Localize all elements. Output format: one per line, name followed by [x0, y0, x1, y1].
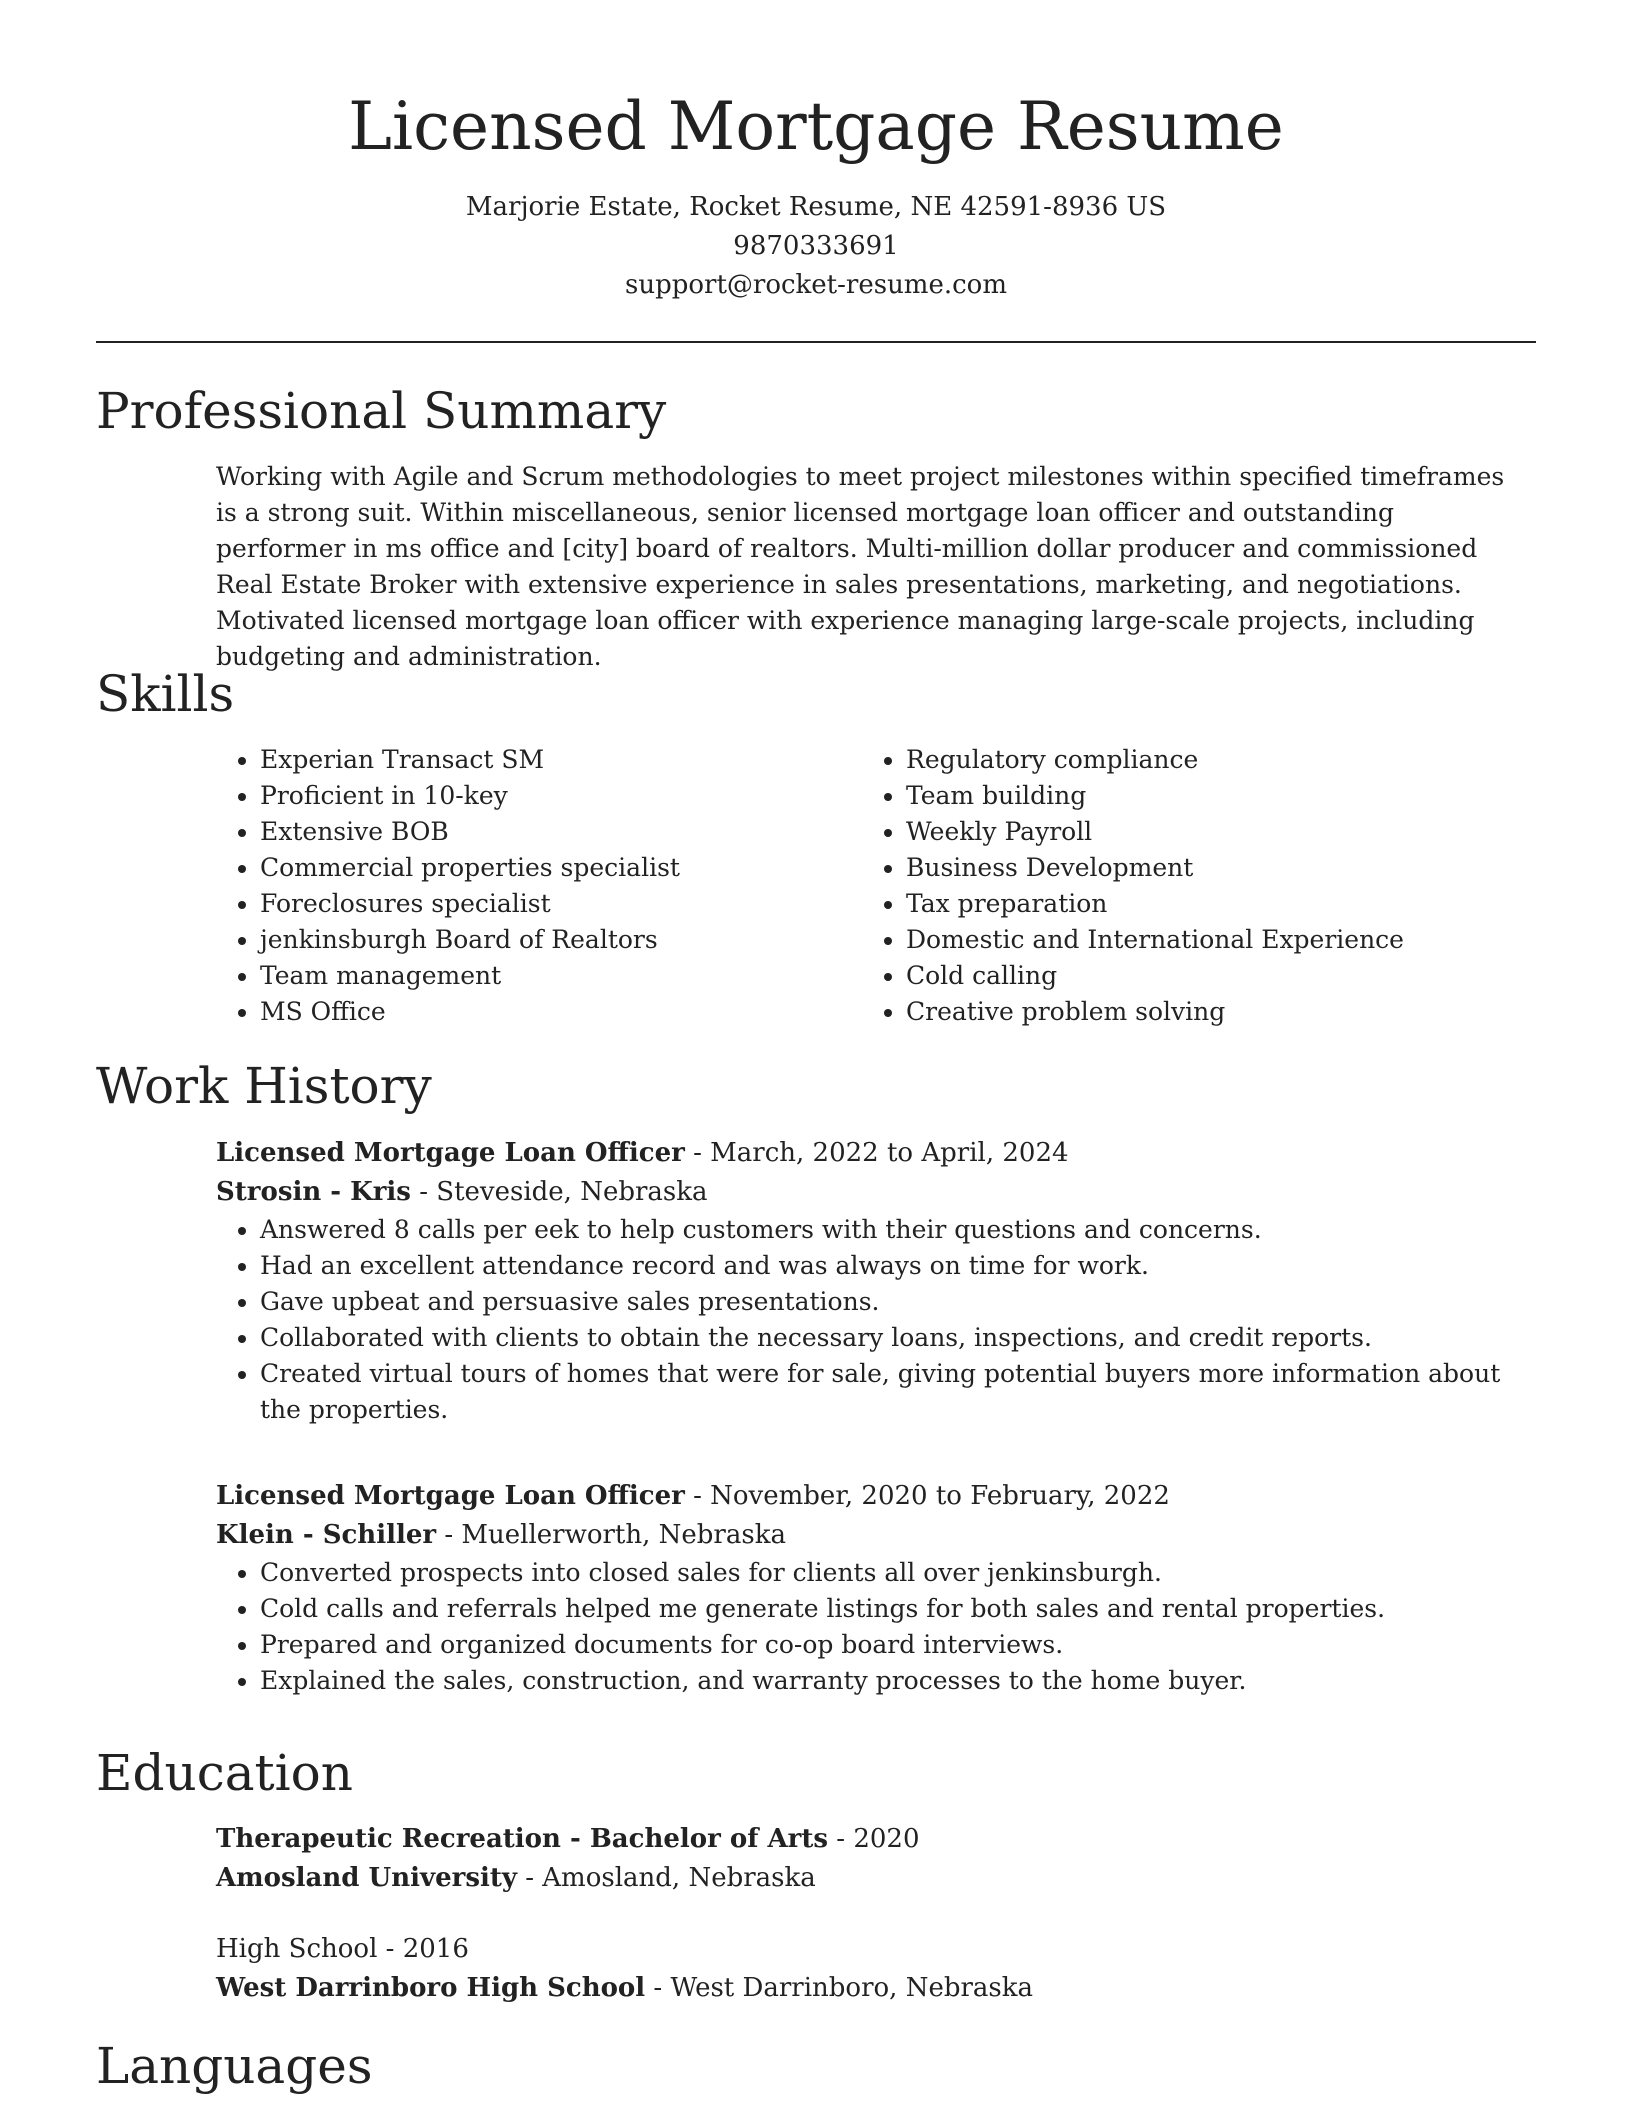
- section-title-education: Education: [96, 1744, 353, 1802]
- job-employer-line: [216, 1173, 1516, 1212]
- education-heading: [216, 1820, 1516, 1859]
- skill-item: • Team management: [260, 958, 836, 994]
- skill-item: • Foreclosures specialist: [260, 886, 836, 922]
- job-duty: • Prepared and organized documents for co-op board interviews.: [260, 1627, 1516, 1663]
- section-title-skills: Skills: [96, 665, 235, 723]
- job-position: Licensed Mortgage Loan Officer: [216, 1481, 685, 1511]
- skill-item: • Business Development: [906, 850, 1482, 886]
- job-duty: • Had an excellent attendance record and was always on time for work.: [260, 1248, 1516, 1284]
- skill-item: • Extensive BOB: [260, 814, 836, 850]
- education-school-line: [216, 1969, 1516, 2008]
- header-divider: [96, 341, 1536, 343]
- education-school-line: [216, 1859, 1516, 1898]
- job-entry: [216, 1477, 1516, 1699]
- section-title-summary: Professional Summary: [96, 382, 667, 440]
- education-school: West Darrinboro High School: [216, 1973, 646, 2003]
- contact-phone: 9870333691: [733, 231, 899, 261]
- skills-column-right: [862, 742, 1482, 1030]
- education-school: Amosland University: [216, 1863, 517, 1893]
- job-location: - Muellerworth, Nebraska: [436, 1520, 786, 1550]
- skill-item: • Weekly Payroll: [906, 814, 1482, 850]
- skill-item: • Domestic and International Experience: [906, 922, 1482, 958]
- skill-item: • MS Office: [260, 994, 836, 1030]
- skills-column-left: [216, 742, 836, 1030]
- section-title-languages: Languages: [96, 2037, 373, 2095]
- job-heading: [216, 1134, 1516, 1173]
- skill-item: • Proficient in 10-key: [260, 778, 836, 814]
- contact-email: support@rocket-resume.com: [624, 270, 1007, 300]
- education-entry: [216, 1820, 1516, 1898]
- skill-item: • Team building: [906, 778, 1482, 814]
- skill-item: • Experian Transact SM: [260, 742, 836, 778]
- job-duties-list: [216, 1212, 1516, 1428]
- job-duty: • Converted prospects into closed sales for clients all over jenkinsburgh.: [260, 1555, 1516, 1591]
- skills-list-right: [862, 742, 1482, 1030]
- skill-item: • Creative problem solving: [906, 994, 1482, 1030]
- education-location: - Amosland, Nebraska: [516, 1863, 816, 1893]
- education-degree: Therapeutic Recreation - Bachelor of Arts: [216, 1824, 828, 1854]
- education-year: - 2016: [377, 1934, 469, 1964]
- job-duty: • Collaborated with clients to obtain the necessary loans, inspections, and credit reports.: [260, 1320, 1516, 1356]
- job-heading: [216, 1477, 1516, 1516]
- education-year: - 2020: [828, 1824, 920, 1854]
- job-employer: Klein - Schiller: [216, 1520, 437, 1550]
- resume-title: Licensed Mortgage Resume: [348, 88, 1284, 165]
- job-duties-list: [216, 1555, 1516, 1699]
- education-degree: High School: [216, 1934, 378, 1964]
- job-employer-line: [216, 1516, 1516, 1555]
- summary-section: [216, 459, 1516, 675]
- job-duty: • Gave upbeat and persuasive sales presentations.: [260, 1284, 1516, 1320]
- education-heading: [216, 1930, 1516, 1969]
- job-employer: Strosin - Kris: [216, 1177, 411, 1207]
- job-location: - Steveside, Nebraska: [410, 1177, 708, 1207]
- skill-item: • Commercial properties specialist: [260, 850, 836, 886]
- skill-item: • Cold calling: [906, 958, 1482, 994]
- section-title-work-history: Work History: [96, 1057, 432, 1115]
- skill-item: • Regulatory compliance: [906, 742, 1482, 778]
- job-duty: • Created virtual tours of homes that were for sale, giving potential buyers more information about the properties.: [260, 1356, 1516, 1428]
- summary-text: Working with Agile and Scrum methodologies to meet project milestones within specified timeframes is a strong suit. Within miscellaneous, senior licensed mortgage loan officer and outstanding performer in ms office and [city] board of realtors. Multi-million dollar producer and commissioned Real Estate Broker with extensive experience in sales presentations, marketing, and negotiations. Motivated licensed mortgage loan officer with experience managing large-scale projects, including budgeting and administration.: [216, 462, 1505, 671]
- skill-item: • jenkinsburgh Board of Realtors: [260, 922, 836, 958]
- resume-header: [96, 84, 1536, 305]
- contact-address: Marjorie Estate, Rocket Resume, NE 42591-8936 US: [465, 192, 1167, 222]
- job-position: Licensed Mortgage Loan Officer: [216, 1138, 685, 1168]
- skill-item: • Tax preparation: [906, 886, 1482, 922]
- job-duty: • Explained the sales, construction, and warranty processes to the home buyer.: [260, 1663, 1516, 1699]
- job-duty: • Cold calls and referrals helped me generate listings for both sales and rental properties.: [260, 1591, 1516, 1627]
- job-dates: - November, 2020 to February, 2022: [684, 1481, 1170, 1511]
- education-location: - West Darrinboro, Nebraska: [645, 1973, 1033, 2003]
- job-entry: [216, 1134, 1516, 1428]
- job-dates: - March, 2022 to April, 2024: [684, 1138, 1069, 1168]
- education-entry: [216, 1930, 1516, 2008]
- job-duty: • Answered 8 calls per eek to help customers with their questions and concerns.: [260, 1212, 1516, 1248]
- skills-list-left: [216, 742, 836, 1030]
